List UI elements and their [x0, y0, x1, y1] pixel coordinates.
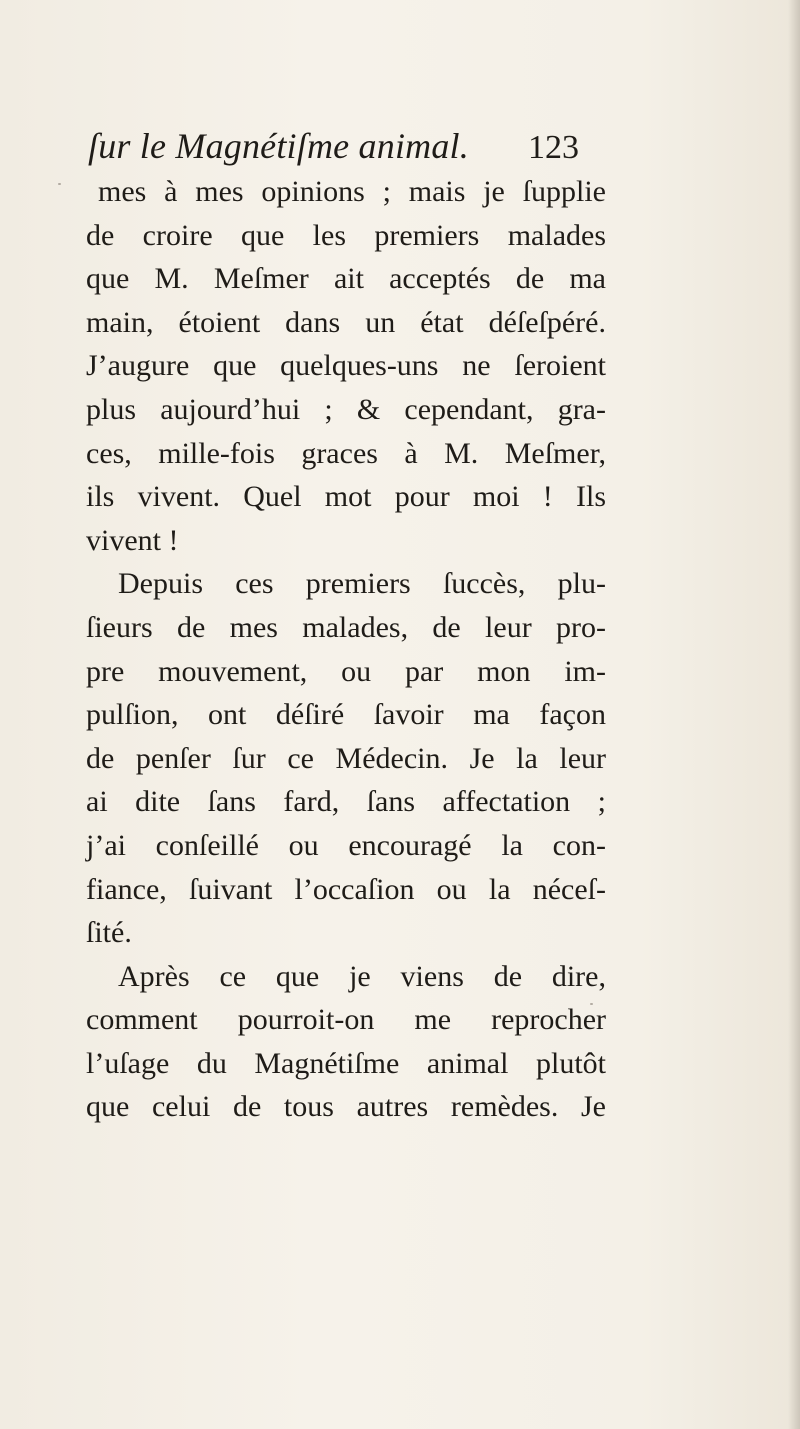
- text-line: Depuis ces premiers ſuccès, plu-: [118, 567, 606, 601]
- page-edge-shadow: [788, 0, 800, 1429]
- text-line: de croire que les premiers malades: [86, 218, 606, 252]
- text-line: de penſer ſur ce Médecin. Je la leur: [86, 741, 606, 775]
- running-title: ſur le Magnétiſme animal.: [88, 126, 469, 166]
- text-line: l’uſage du Magnétiſme animal plutôt: [86, 1046, 606, 1080]
- paper-speck: [258, 591, 261, 593]
- text-line: fiance, ſuivant l’occaſion ou la néceſ-: [86, 872, 606, 906]
- text-line: mes à mes opinions ; mais je ſupplie: [98, 175, 606, 208]
- text-line: que celui de tous autres remèdes. Je: [86, 1090, 606, 1124]
- page-header: [88, 124, 608, 172]
- text-line: Après ce que je viens de dire,: [118, 959, 606, 993]
- text-line: ſieurs de mes malades, de leur pro-: [86, 610, 606, 644]
- text-line: ces, mille-fois graces à M. Meſmer,: [86, 436, 606, 470]
- paper-speck: [458, 884, 461, 886]
- text-line: ils vivent. Quel mot pour moi ! Ils: [86, 480, 606, 514]
- page-number: 123: [528, 129, 579, 166]
- text-line: j’ai conſeillé ou encouragé la con-: [86, 828, 606, 862]
- text-line: ſité.: [86, 916, 132, 950]
- text-line: ai dite ſans fard, ſans affectation ;: [86, 785, 606, 819]
- text-line: J’augure que quelques-uns ne ſeroient: [86, 349, 606, 383]
- text-line: pulſion, ont déſiré ſavoir ma façon: [86, 698, 606, 732]
- text-line: comment pourroit-on me reprocher: [86, 1003, 606, 1037]
- text-line: main, étoient dans un état déſeſpéré.: [86, 305, 606, 339]
- paper-speck: [58, 183, 61, 185]
- text-line: plus aujourd’hui ; & cependant, gra-: [86, 392, 606, 426]
- text-line: pre mouvement, ou par mon im-: [86, 654, 606, 688]
- text-line: que M. Meſmer ait acceptés de ma: [86, 262, 606, 296]
- text-line: vivent !: [86, 523, 179, 557]
- body-text: [86, 170, 606, 1129]
- paper-speck: [590, 1003, 593, 1005]
